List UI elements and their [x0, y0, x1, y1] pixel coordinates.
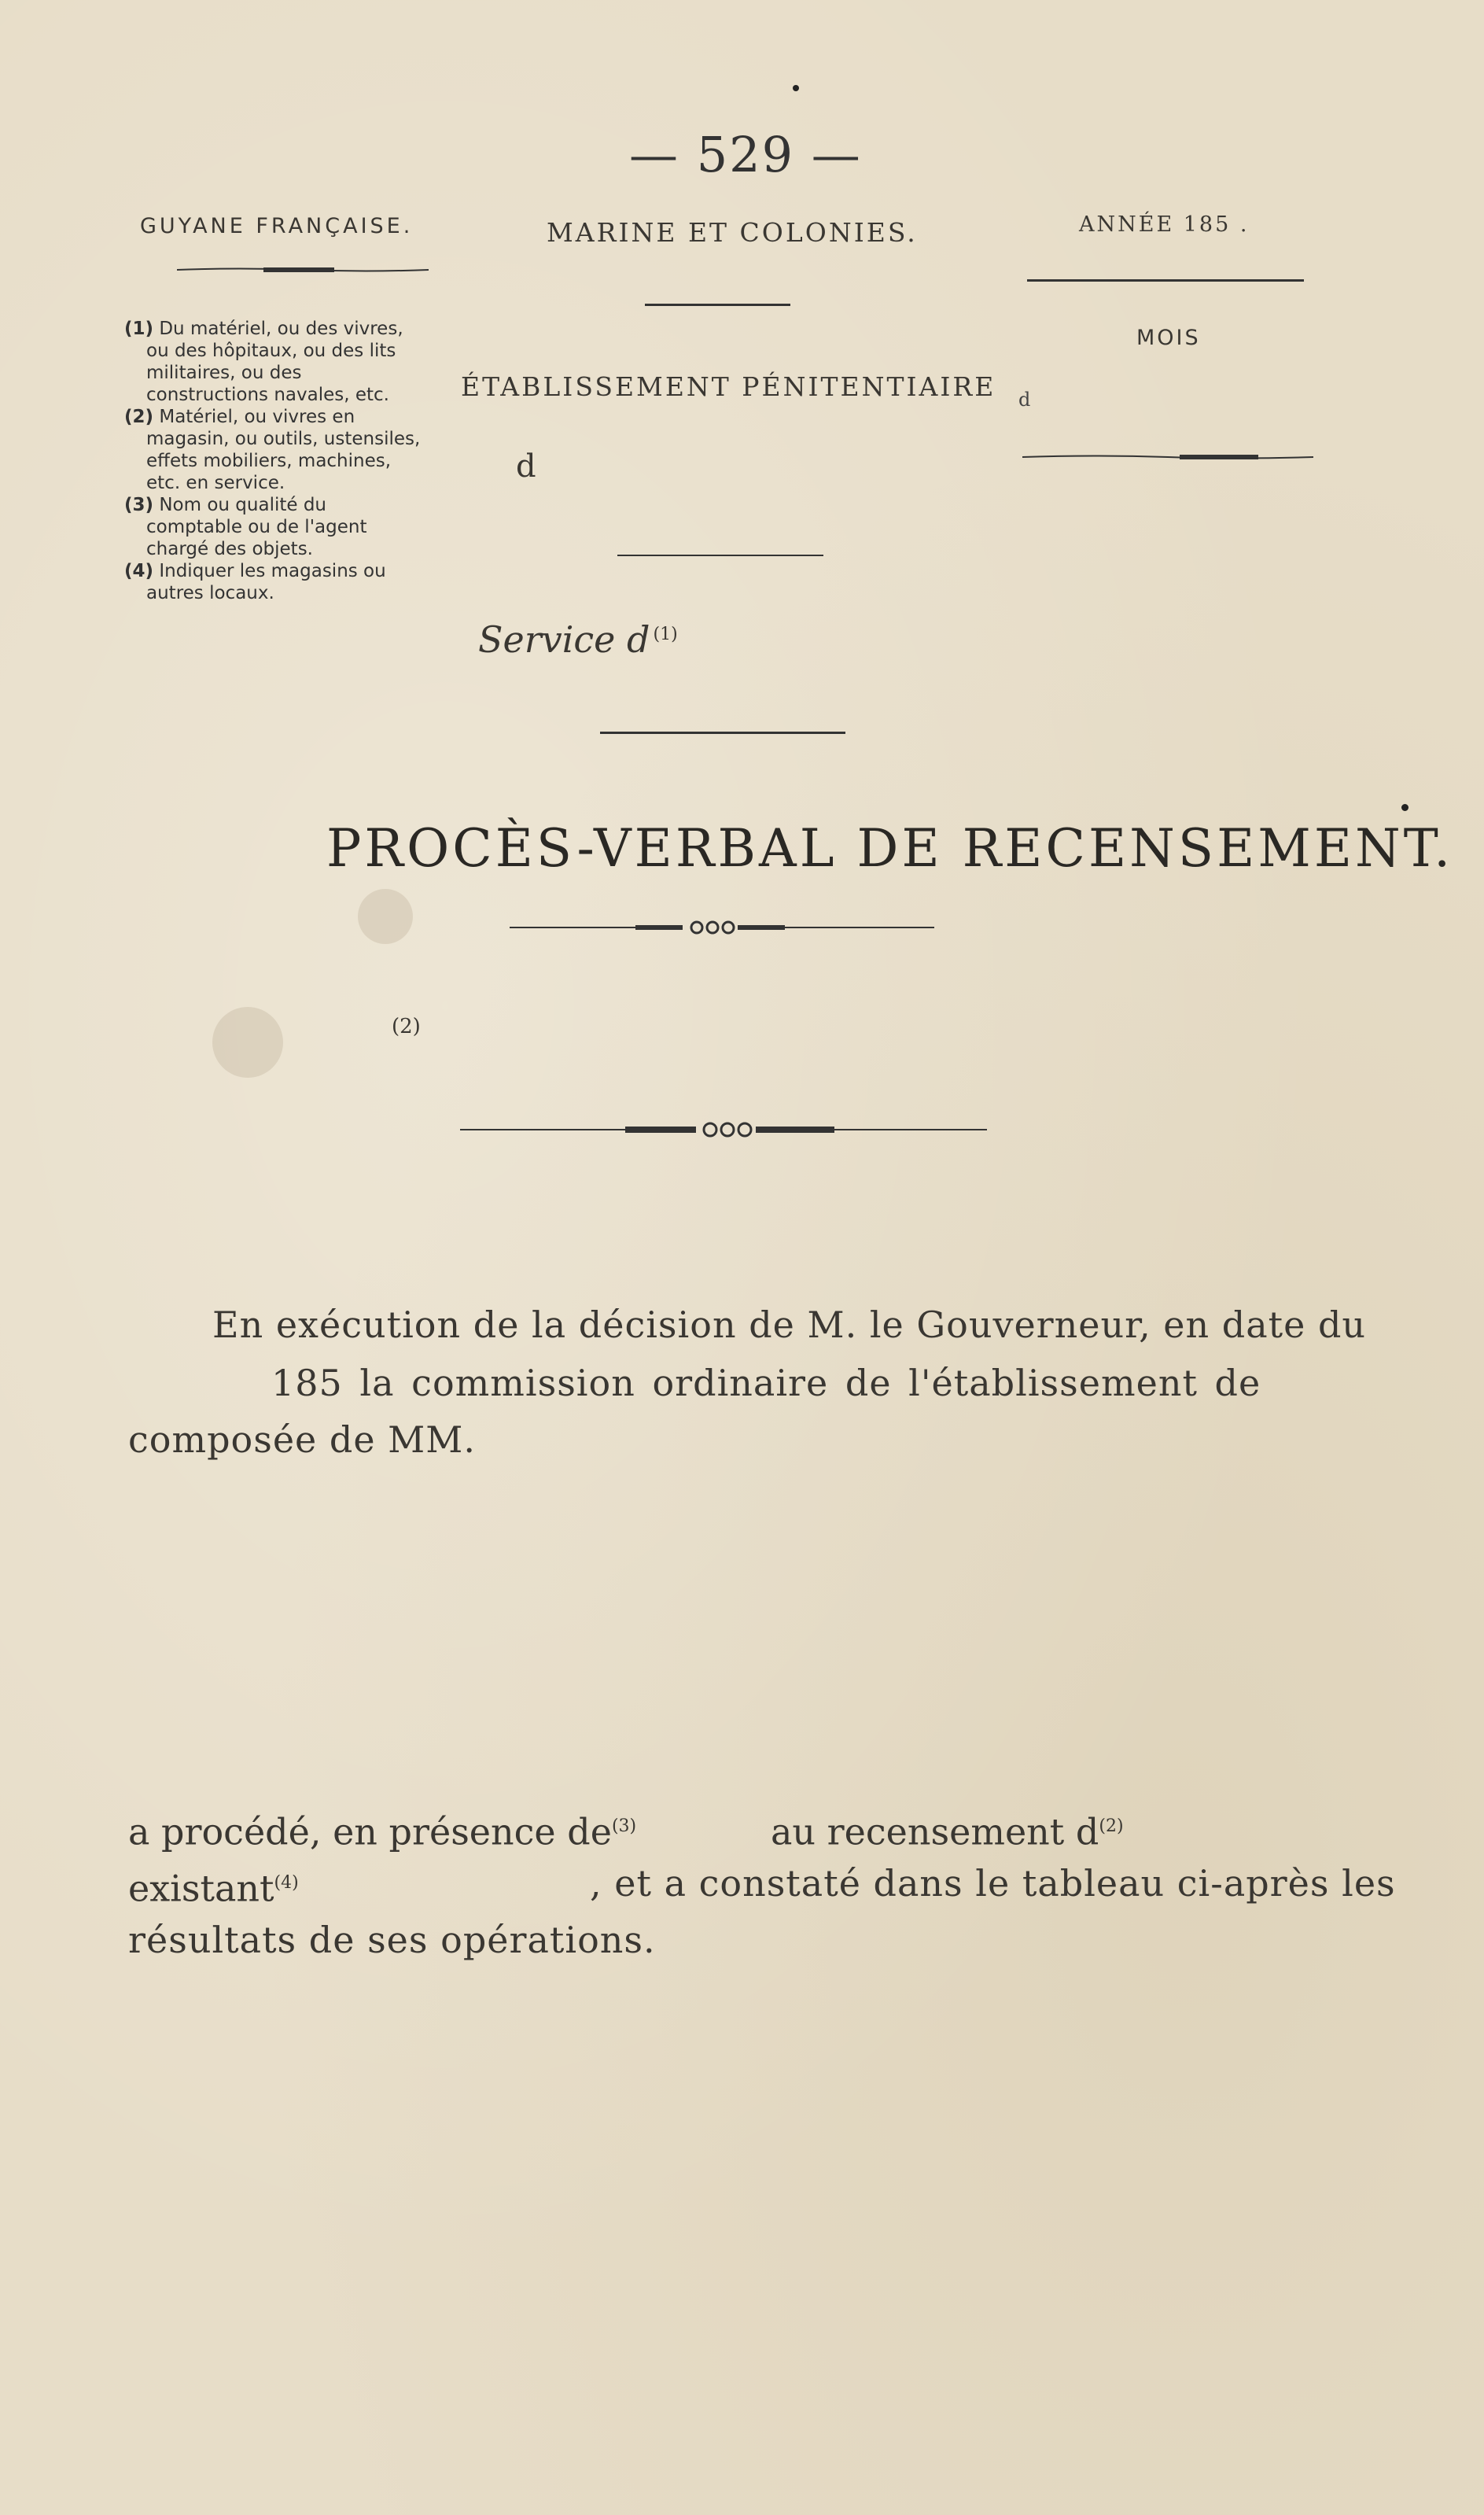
paragraph-2-line-1a — [128, 1798, 636, 1860]
text: existant — [128, 1867, 274, 1910]
section-ornament — [460, 1120, 987, 1139]
footnote-ref: (4) — [274, 1873, 299, 1893]
left-ornament-rule — [177, 264, 429, 275]
text: au recensement d — [771, 1810, 1099, 1853]
service-text: Service d — [478, 618, 650, 661]
footnote-number: (2) — [124, 407, 154, 427]
footnotes — [124, 318, 423, 604]
title-ornament — [510, 919, 934, 936]
footnote-ref: (2) — [1099, 1816, 1124, 1836]
header-ministry: MARINE ET COLONIES. — [547, 217, 918, 248]
reference-2: (2) — [392, 1015, 421, 1038]
establishment-suffix: d — [1018, 389, 1031, 411]
document-title: PROCÈS-VERBAL DE RECENSEMENT. — [326, 818, 1454, 879]
paragraph-2-line-1b — [771, 1798, 1124, 1860]
service-rule — [600, 732, 845, 734]
paper-stain — [212, 1007, 283, 1078]
service-ref: (1) — [653, 624, 678, 644]
ink-dot — [1401, 804, 1409, 811]
right-ornament-rule — [1022, 452, 1313, 463]
center-rule — [645, 304, 790, 306]
text: a procédé, en présence de — [128, 1810, 612, 1853]
footnote-number: (1) — [124, 319, 154, 339]
header-year: ANNÉE 185 . — [1079, 212, 1250, 237]
footnote-number: (4) — [124, 561, 154, 581]
paper-stain — [358, 889, 413, 944]
right-rule — [1027, 279, 1304, 282]
paragraph-1-line-1: En exécution de la décision de M. le Gouverneur, en date du — [212, 1304, 1367, 1346]
footnote-text: Matériel, ou vivres en magasin, ou outils, ustensiles, effets mobiliers, machines, etc. en service. — [146, 407, 421, 493]
header-colony: GUYANE FRANÇAISE. — [140, 214, 414, 238]
establishment-name-prefix: d — [516, 448, 536, 485]
paragraph-1-line-2: 185 la commission ordinaire de l'établissement de — [271, 1362, 1261, 1404]
establishment-title: ÉTABLISSEMENT PÉNITENTIAIRE — [461, 371, 996, 402]
ink-dot — [793, 85, 799, 91]
service-label — [478, 618, 678, 661]
month-label: MOIS — [1136, 326, 1201, 350]
footnote-text: Du matériel, ou des vivres, ou des hôpitaux, ou des lits militaires, ou des constructions navales, etc. — [146, 319, 403, 405]
paragraph-2-line-2b: , et a constaté dans le tableau ci-après les — [590, 1862, 1396, 1905]
footnote-text: Nom ou qualité du comptable ou de l'agent chargé des objets. — [146, 495, 367, 559]
paragraph-1-line-3: composée de MM. — [128, 1418, 477, 1461]
paragraph-2-line-2a — [128, 1855, 299, 1916]
establishment-name-rule — [617, 555, 823, 556]
footnote-1 — [124, 318, 423, 406]
footnote-text: Indiquer les magasins ou autres locaux. — [146, 561, 386, 603]
paragraph-2-line-3: résultats de ses opérations. — [128, 1919, 656, 1961]
footnote-ref: (3) — [611, 1816, 637, 1836]
footnote-2 — [124, 406, 423, 494]
page-number: — 529 — — [629, 126, 862, 183]
footnote-3 — [124, 494, 423, 560]
footnote-number: (3) — [124, 495, 154, 515]
footnote-4 — [124, 560, 423, 604]
